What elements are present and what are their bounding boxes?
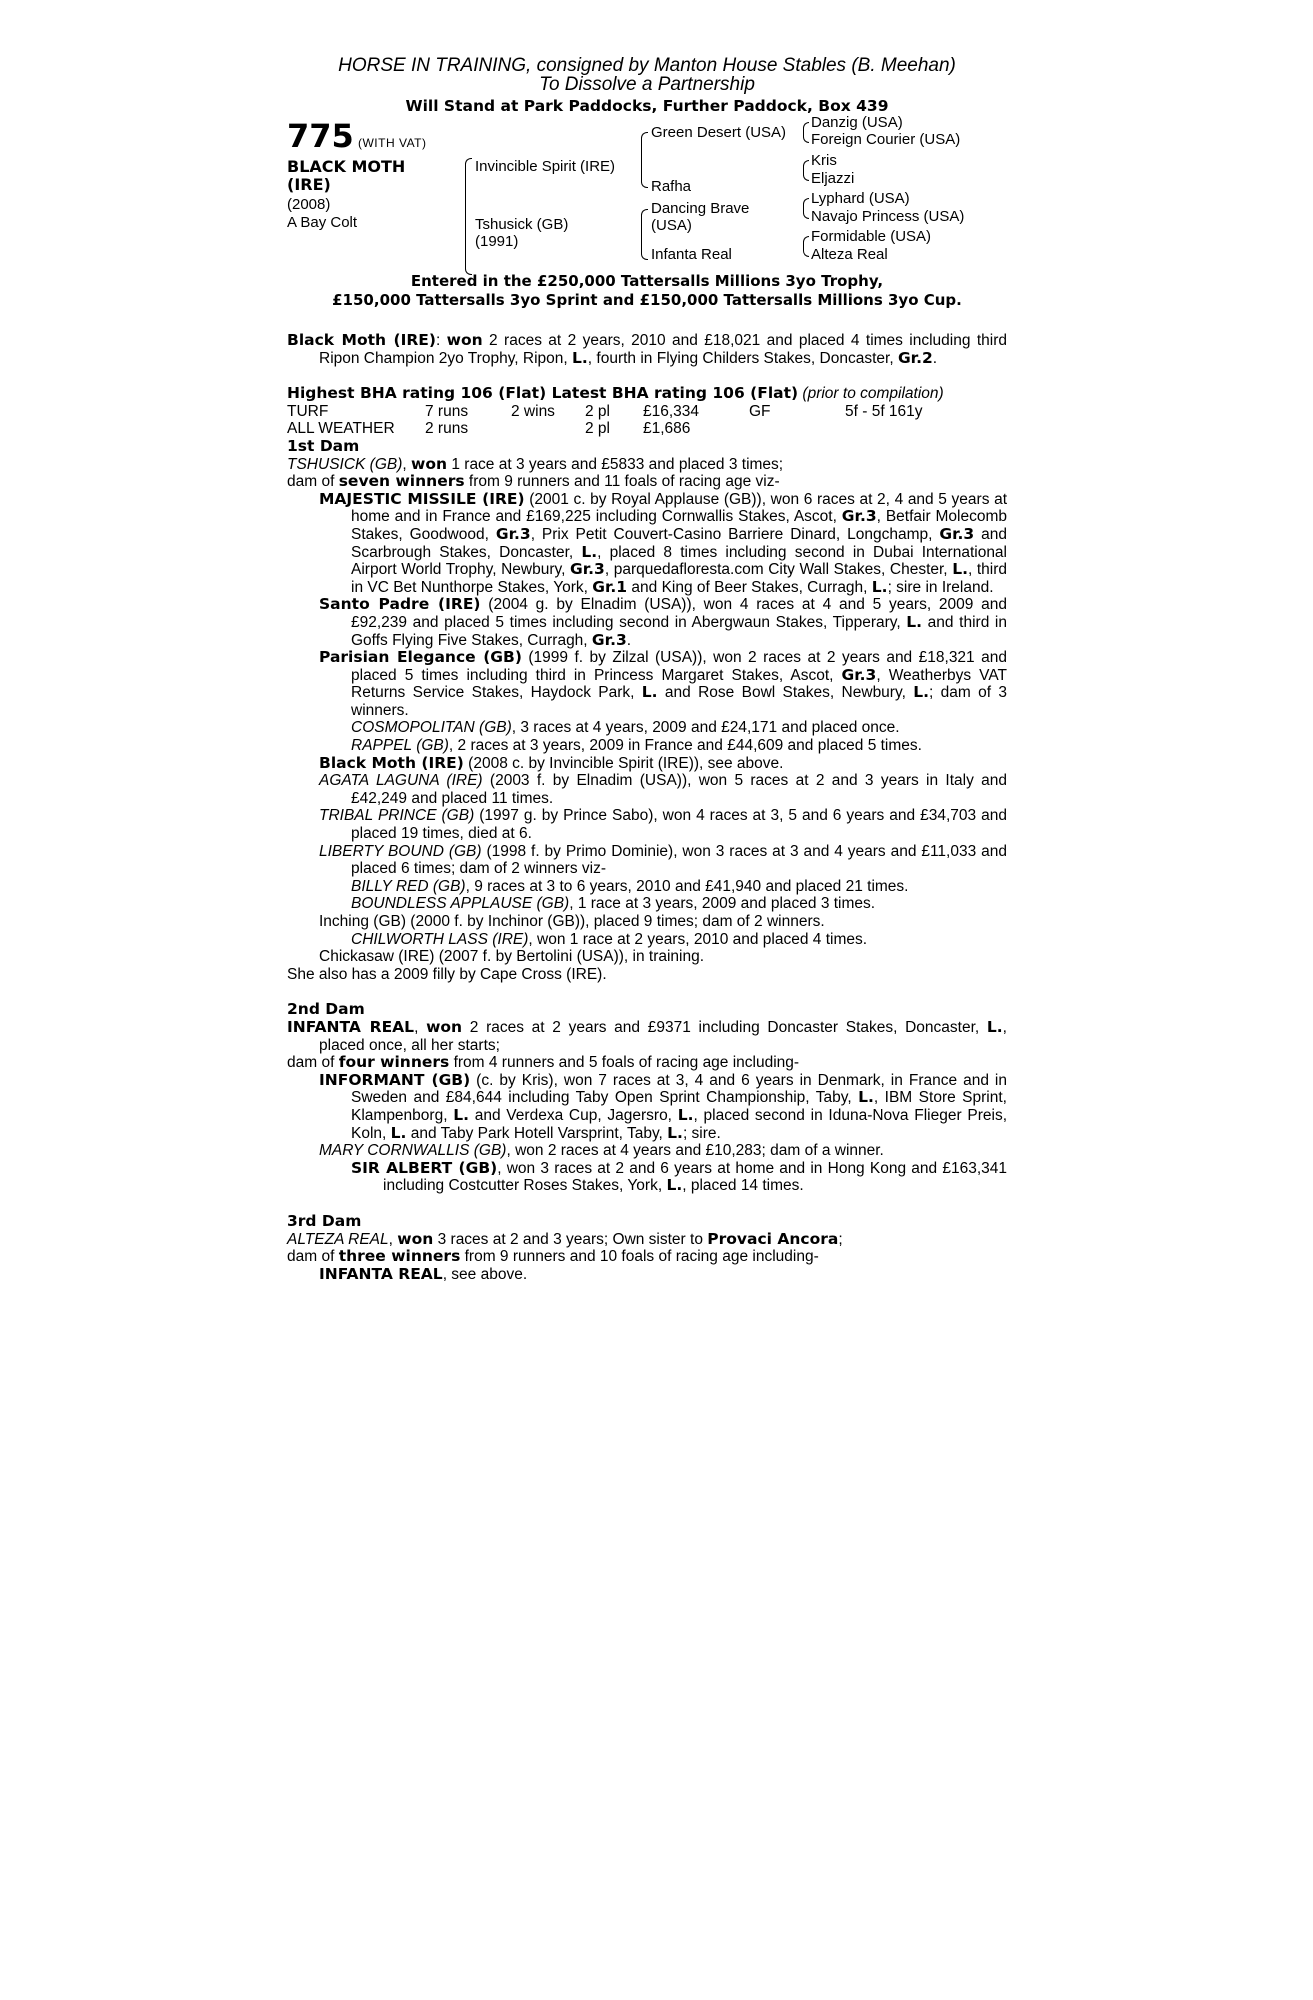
gg-7: Formidable (USA) <box>811 228 932 245</box>
progeny-agata-laguna <box>287 772 1007 807</box>
third-dam-won: won <box>397 1229 434 1248</box>
progeny-text: and Verdexa Cup, Jagersro, <box>469 1106 678 1124</box>
progeny-parisian-elegance <box>287 649 1007 719</box>
summary-won: won <box>446 331 483 349</box>
progeny-rappel <box>287 737 1007 755</box>
dam-name: Tshusick (GB) <box>475 216 569 233</box>
summary-paragraph <box>287 332 1007 367</box>
progeny-text: , 3 races at 4 years, 2009 and £24,171 and placed once. <box>511 719 900 737</box>
gg-6: Navajo Princess (USA) <box>811 208 965 225</box>
second-dam-text-2: , placed once, all her starts; <box>319 1018 1007 1054</box>
listed-mark: L. <box>858 1088 874 1107</box>
progeny-text: and third in Goffs Flying Five Stakes, Curragh, <box>351 613 1007 649</box>
third-dam-prefix: dam of <box>287 1248 339 1266</box>
progeny-name: TRIBAL PRINCE (GB) <box>319 807 475 825</box>
grade-mark: Gr.3 <box>591 630 627 649</box>
progeny-text: . <box>626 631 632 649</box>
gg-1: Danzig (USA) <box>811 114 903 131</box>
progeny-liberty-bound <box>287 843 1007 878</box>
listed-mark: L. <box>667 1123 683 1142</box>
stat-placed: 2 pl <box>585 402 610 420</box>
partnership-line: To Dissolve a Partnership <box>539 74 755 95</box>
sire-dam: Rafha <box>651 178 692 195</box>
vat-note: (WITH VAT) <box>357 136 427 150</box>
third-dam-produce: from 9 runners and 10 foals of racing age including- <box>460 1248 819 1266</box>
progeny-text: , third in VC Bet Nunthorpe Stakes, York, <box>351 561 1007 596</box>
first-dam-heading: 1st Dam <box>287 436 360 455</box>
summary-grade: Gr.2 <box>897 348 933 367</box>
lot-number: 775 <box>287 117 354 155</box>
third-dam-text: 3 races at 2 and 3 years; Own sister to <box>433 1230 708 1248</box>
first-dam-text: 1 race at 3 years and £5833 and placed 3 times; <box>447 455 784 473</box>
first-dam-produce-line <box>287 473 1007 491</box>
progeny-text: , won 1 race at 2 years, 2010 and placed 4 times. <box>528 930 868 948</box>
stat-placed: 2 pl <box>585 420 610 438</box>
listed-mark: L. <box>390 1123 407 1142</box>
stat-surface: TURF <box>287 402 329 420</box>
rating-note: (prior to compilation) <box>802 385 944 403</box>
horse-name: BLACK MOTH <box>287 157 406 176</box>
third-dam-heading: 3rd Dam <box>287 1211 362 1230</box>
progeny-name: RAPPEL (GB) <box>351 737 449 755</box>
grade-mark: Gr.1 <box>592 577 628 596</box>
second-dam-heading: 2nd Dam <box>287 1000 365 1019</box>
main-brace-top <box>465 158 472 217</box>
progeny-text: and King of Beer Stakes, Curragh, <box>627 578 872 596</box>
grade-mark: Gr.3 <box>939 524 975 543</box>
progeny-name: MAJESTIC MISSILE (IRE) <box>319 489 525 508</box>
pedigree-block <box>287 114 1007 268</box>
gg-5: Lyphard (USA) <box>811 190 910 207</box>
second-dam-won: won <box>426 1017 463 1036</box>
listed-mark: L. <box>677 1105 694 1124</box>
progeny-text: , parquedafloresta.com City Wall Stakes, Chester, <box>604 561 953 579</box>
dam-dam: Infanta Real <box>651 246 732 263</box>
progeny-text: and Scarbrough Stakes, Doncaster, <box>351 525 1007 561</box>
gg-8: Alteza Real <box>811 246 888 263</box>
progeny-text: (1997 g. by Prince Sabo), won 4 races at 3, 5 and 6 years and £34,703 and placed 19 times, died at 6. <box>351 807 1007 843</box>
filly-note: She also has a 2009 filly by Cape Cross (IRE). <box>287 965 607 983</box>
stats-row-turf <box>287 403 1007 421</box>
progeny-mary-cornwallis <box>287 1142 1007 1160</box>
lot-number-row <box>287 117 427 155</box>
listed-mark: L. <box>871 577 888 596</box>
stat-distance: 5f - 5f 161y <box>845 402 923 420</box>
stat-money: £16,334 <box>643 402 700 420</box>
dam-brace-top <box>641 209 648 232</box>
progeny-cosmopolitan <box>287 719 1007 737</box>
progeny-text: and Rose Bowl Stakes, Newbury, <box>657 684 914 702</box>
progeny-text: , 2 races at 3 years, 2009 in France and £44,609 and placed 5 times. <box>448 737 922 755</box>
progeny-tribal-prince <box>287 807 1007 842</box>
stats-row-aw <box>287 420 1007 438</box>
summary-horse-name: Black Moth (IRE) <box>287 331 436 349</box>
stat-wins: 2 wins <box>511 402 555 420</box>
first-dam-prefix: dam of <box>287 473 339 491</box>
progeny-name: AGATA LAGUNA (IRE) <box>319 772 483 790</box>
listed-mark: L. <box>906 612 923 631</box>
second-dam-winners: four winners <box>338 1053 450 1072</box>
summary-end: . <box>932 349 938 367</box>
third-dam-name: ALTEZA REAL <box>287 1230 389 1248</box>
foaling-year: (2008) <box>287 196 331 213</box>
progeny-text: , IBM Store Sprint, Klampenborg, <box>351 1089 1007 1124</box>
third-dam-sister: Provaci Ancora <box>707 1229 839 1248</box>
third-dam-line: ALTEZA REAL, won 3 races at 2 and 3 years; Own sister to Provaci Ancora; <box>287 1229 843 1248</box>
second-dam-text: 2 races at 2 years and £9371 including Doncaster Stakes, Doncaster, <box>462 1018 987 1036</box>
sire-brace-bottom <box>641 160 648 188</box>
progeny-name: Santo Padre (IRE) <box>319 595 481 614</box>
gg-brace-1b <box>803 132 809 143</box>
grade-mark: Gr.3 <box>495 524 531 543</box>
progeny-name: LIBERTY BOUND (GB) <box>319 842 482 860</box>
progeny-text: (1998 f. by Primo Dominie), won 3 races at 3 and 4 years and £11,033 and placed 6 times; dam of 2 winners viz- <box>351 842 1007 878</box>
dam-brace-bottom <box>641 231 648 260</box>
progeny-name: CHILWORTH LASS (IRE) <box>351 930 529 948</box>
stat-runs: 7 runs <box>425 402 469 420</box>
second-dam-produce-line <box>287 1054 1007 1072</box>
gg-3: Kris <box>811 152 837 169</box>
progeny-chickasaw: Chickasaw (IRE) (2007 f. by Bertolini (USA)), in training. <box>319 948 705 966</box>
progeny-santo-padre <box>287 596 1007 649</box>
progeny-text: , 1 race at 3 years, 2009 and placed 3 times. <box>569 895 876 913</box>
listed-mark: L. <box>913 683 929 702</box>
progeny-sir-albert <box>287 1160 1007 1195</box>
progeny-text: ; dam of 3 winners. <box>351 684 1007 719</box>
stat-going: GF <box>749 402 771 420</box>
second-dam-line: INFANTA REAL, won 2 races at 2 years and £9371 including Doncaster Stakes, Doncaster, L., placed once, all her starts; <box>287 1017 1007 1054</box>
progeny-name: BOUNDLESS APPLAUSE (GB) <box>351 895 570 913</box>
progeny-text: ; sire in Ireland. <box>887 578 994 596</box>
progeny-text: (2004 g. by Elnadim (USA)), won 4 races at 4 and 5 years, 2009 and £92,239 and placed 5 times including second in Abergwaun Stakes, Tipperary, <box>351 596 1008 631</box>
progeny-text: , placed 14 times. <box>682 1177 804 1195</box>
progeny-text: (1999 f. by Zilzal (USA)), won 2 races at 2 years and £18,321 and placed 5 times including third in Princess Margaret Stakes, Ascot, <box>351 649 1007 684</box>
grade-mark: Gr.3 <box>841 665 877 684</box>
listed-mark: L. <box>641 683 658 702</box>
progeny-black-moth <box>287 755 1007 773</box>
sire-sire: Green Desert (USA) <box>651 124 787 141</box>
first-dam-won: won <box>411 454 448 473</box>
progeny-text: ; sire. <box>682 1124 721 1142</box>
progeny-name: Black Moth (IRE) <box>319 753 464 772</box>
third-dam-end: ; <box>838 1230 843 1248</box>
progeny-text: , Prix Petit Couvert-Casino Barriere Dinard, Longchamp, <box>530 525 940 543</box>
first-dam-produce: from 9 runners and 11 foals of racing age viz- <box>464 473 780 491</box>
progeny-text: , Betfair Molecomb Stakes, Goodwood, <box>351 508 1007 543</box>
first-dam-name: TSHUSICK (GB) <box>287 455 403 473</box>
progeny-text: , see above. <box>442 1265 528 1283</box>
horse-origin: (IRE) <box>287 175 331 194</box>
progeny-text: , placed second in Iduna-Nova Flieger Preis, Koln, <box>351 1106 1007 1142</box>
gg-brace-4b <box>803 246 809 257</box>
progeny-majestic-missile <box>287 491 1007 597</box>
gg-brace-3b <box>803 208 809 219</box>
gg-2: Foreign Courier (USA) <box>811 131 961 148</box>
progeny-text: and Taby Park Hotell Varsprint, Taby, <box>406 1124 668 1142</box>
dam-sire-line1: Dancing Brave <box>651 200 750 217</box>
entered-line-2: £150,000 Tattersalls 3yo Sprint and £150,000 Tattersalls Millions 3yo Cup. <box>332 291 962 309</box>
entered-line-1: Entered in the £250,000 Tattersalls Millions 3yo Trophy, <box>410 272 884 290</box>
stat-money: £1,686 <box>643 420 691 438</box>
listed-mark: L. <box>986 1017 1003 1036</box>
grade-mark: Gr.3 <box>570 560 605 579</box>
listed-mark: L. <box>581 542 598 561</box>
progeny-text: , won 2 races at 4 years and £10,283; dam of a winner. <box>506 1142 884 1160</box>
progeny-text: (2001 c. by Royal Applause (GB)), won 6 races at 2, 4 and 5 years at home and in France and £169,225 including Cornwallis Stakes, Ascot, <box>351 490 1007 526</box>
catalogue-page <box>287 55 1007 1283</box>
location-line: Will Stand at Park Paddocks, Further Paddock, Box 439 <box>405 97 889 115</box>
dam-year: (1991) <box>475 233 519 250</box>
main-brace-bottom <box>465 216 472 275</box>
progeny-name: COSMOPOLITAN (GB) <box>351 719 512 737</box>
progeny-informant <box>287 1072 1007 1142</box>
rating-line <box>287 385 1007 403</box>
rating-bold: Highest BHA rating 106 (Flat) Latest BHA rating 106 (Flat) <box>287 384 799 403</box>
progeny-text: , placed 8 times including second in Dubai International Airport World Trophy, Newbury, <box>351 543 1008 579</box>
progeny-chilworth-lass <box>287 931 1007 949</box>
dam-sire-line2: (USA) <box>651 217 692 234</box>
gg-4: Eljazzi <box>811 170 855 187</box>
grade-mark: Gr.3 <box>841 507 877 526</box>
first-dam-winners: seven winners <box>338 472 465 491</box>
gg-brace-2b <box>803 170 809 181</box>
progeny-text: , Weatherbys VAT Returns Service Stakes, Haydock Park, <box>351 666 1007 702</box>
progeny-boundless-applause <box>287 895 1007 913</box>
summary-text: 2 races at 2 years, 2010 and £18,021 and placed 4 times including third Ripon Champion 2yo Trophy, Ripon, <box>319 332 1007 367</box>
summary-colon: : <box>435 332 447 349</box>
progeny-text: , 9 races at 3 to 6 years, 2010 and £41,940 and placed 21 times. <box>465 877 909 895</box>
progeny-name: INFANTA REAL <box>319 1264 443 1283</box>
second-dam-produce: from 4 runners and 5 foals of racing age including- <box>449 1054 800 1072</box>
summary-listed: L. <box>572 348 588 367</box>
progeny-name: INFORMANT (GB) <box>319 1070 471 1089</box>
consignor-line: HORSE IN TRAINING, consigned by Manton House Stables (B. Meehan) <box>338 55 956 76</box>
progeny-text: (2008 c. by Invincible Spirit (IRE)), see above. <box>463 754 784 772</box>
third-dam-winners: three winners <box>338 1247 461 1266</box>
stat-runs: 2 runs <box>425 420 469 438</box>
listed-mark: L. <box>952 560 968 579</box>
progeny-name: Parisian Elegance (GB) <box>319 648 522 667</box>
progeny-name: MARY CORNWALLIS (GB) <box>319 1142 507 1160</box>
stat-surface: ALL WEATHER <box>287 420 395 438</box>
second-dam-prefix: dam of <box>287 1054 339 1072</box>
progeny-text: (2003 f. by Elnadim (USA)), won 5 races at 2 and 3 years in Italy and £42,249 and placed 11 times. <box>351 772 1007 807</box>
listed-mark: L. <box>666 1176 683 1195</box>
progeny-name: BILLY RED (GB) <box>351 877 466 895</box>
stat-wins <box>511 420 585 438</box>
progeny-inching: Inching (GB) (2000 f. by Inchinor (GB)), placed 9 times; dam of 2 winners. <box>319 913 825 930</box>
second-dam-name: INFANTA REAL <box>287 1017 415 1036</box>
third-dam-produce-line <box>287 1248 1007 1266</box>
progeny-billy-red <box>287 878 1007 896</box>
progeny-text: (c. by Kris), won 7 races at 3, 4 and 6 years in Denmark, in France and in Sweden and £84,644 including Taby Open Sprint Championship, Taby, <box>351 1071 1007 1107</box>
first-dam-line: TSHUSICK (GB), won 1 race at 3 years and £5833 and placed 3 times; <box>287 454 784 473</box>
horse-description: A Bay Colt <box>287 214 358 231</box>
sire-name: Invincible Spirit (IRE) <box>475 158 616 175</box>
third-dam-progeny <box>287 1266 1007 1284</box>
listed-mark: L. <box>453 1105 469 1124</box>
sire-brace-top <box>641 132 648 161</box>
progeny-text: , won 3 races at 2 and 6 years at home and in Hong Kong and £163,341 including Costcutter Roses Stakes, York, <box>383 1159 1007 1195</box>
summary-text-2: , fourth in Flying Childers Stakes, Doncaster, <box>587 349 898 367</box>
progeny-name: SIR ALBERT (GB) <box>351 1158 498 1177</box>
